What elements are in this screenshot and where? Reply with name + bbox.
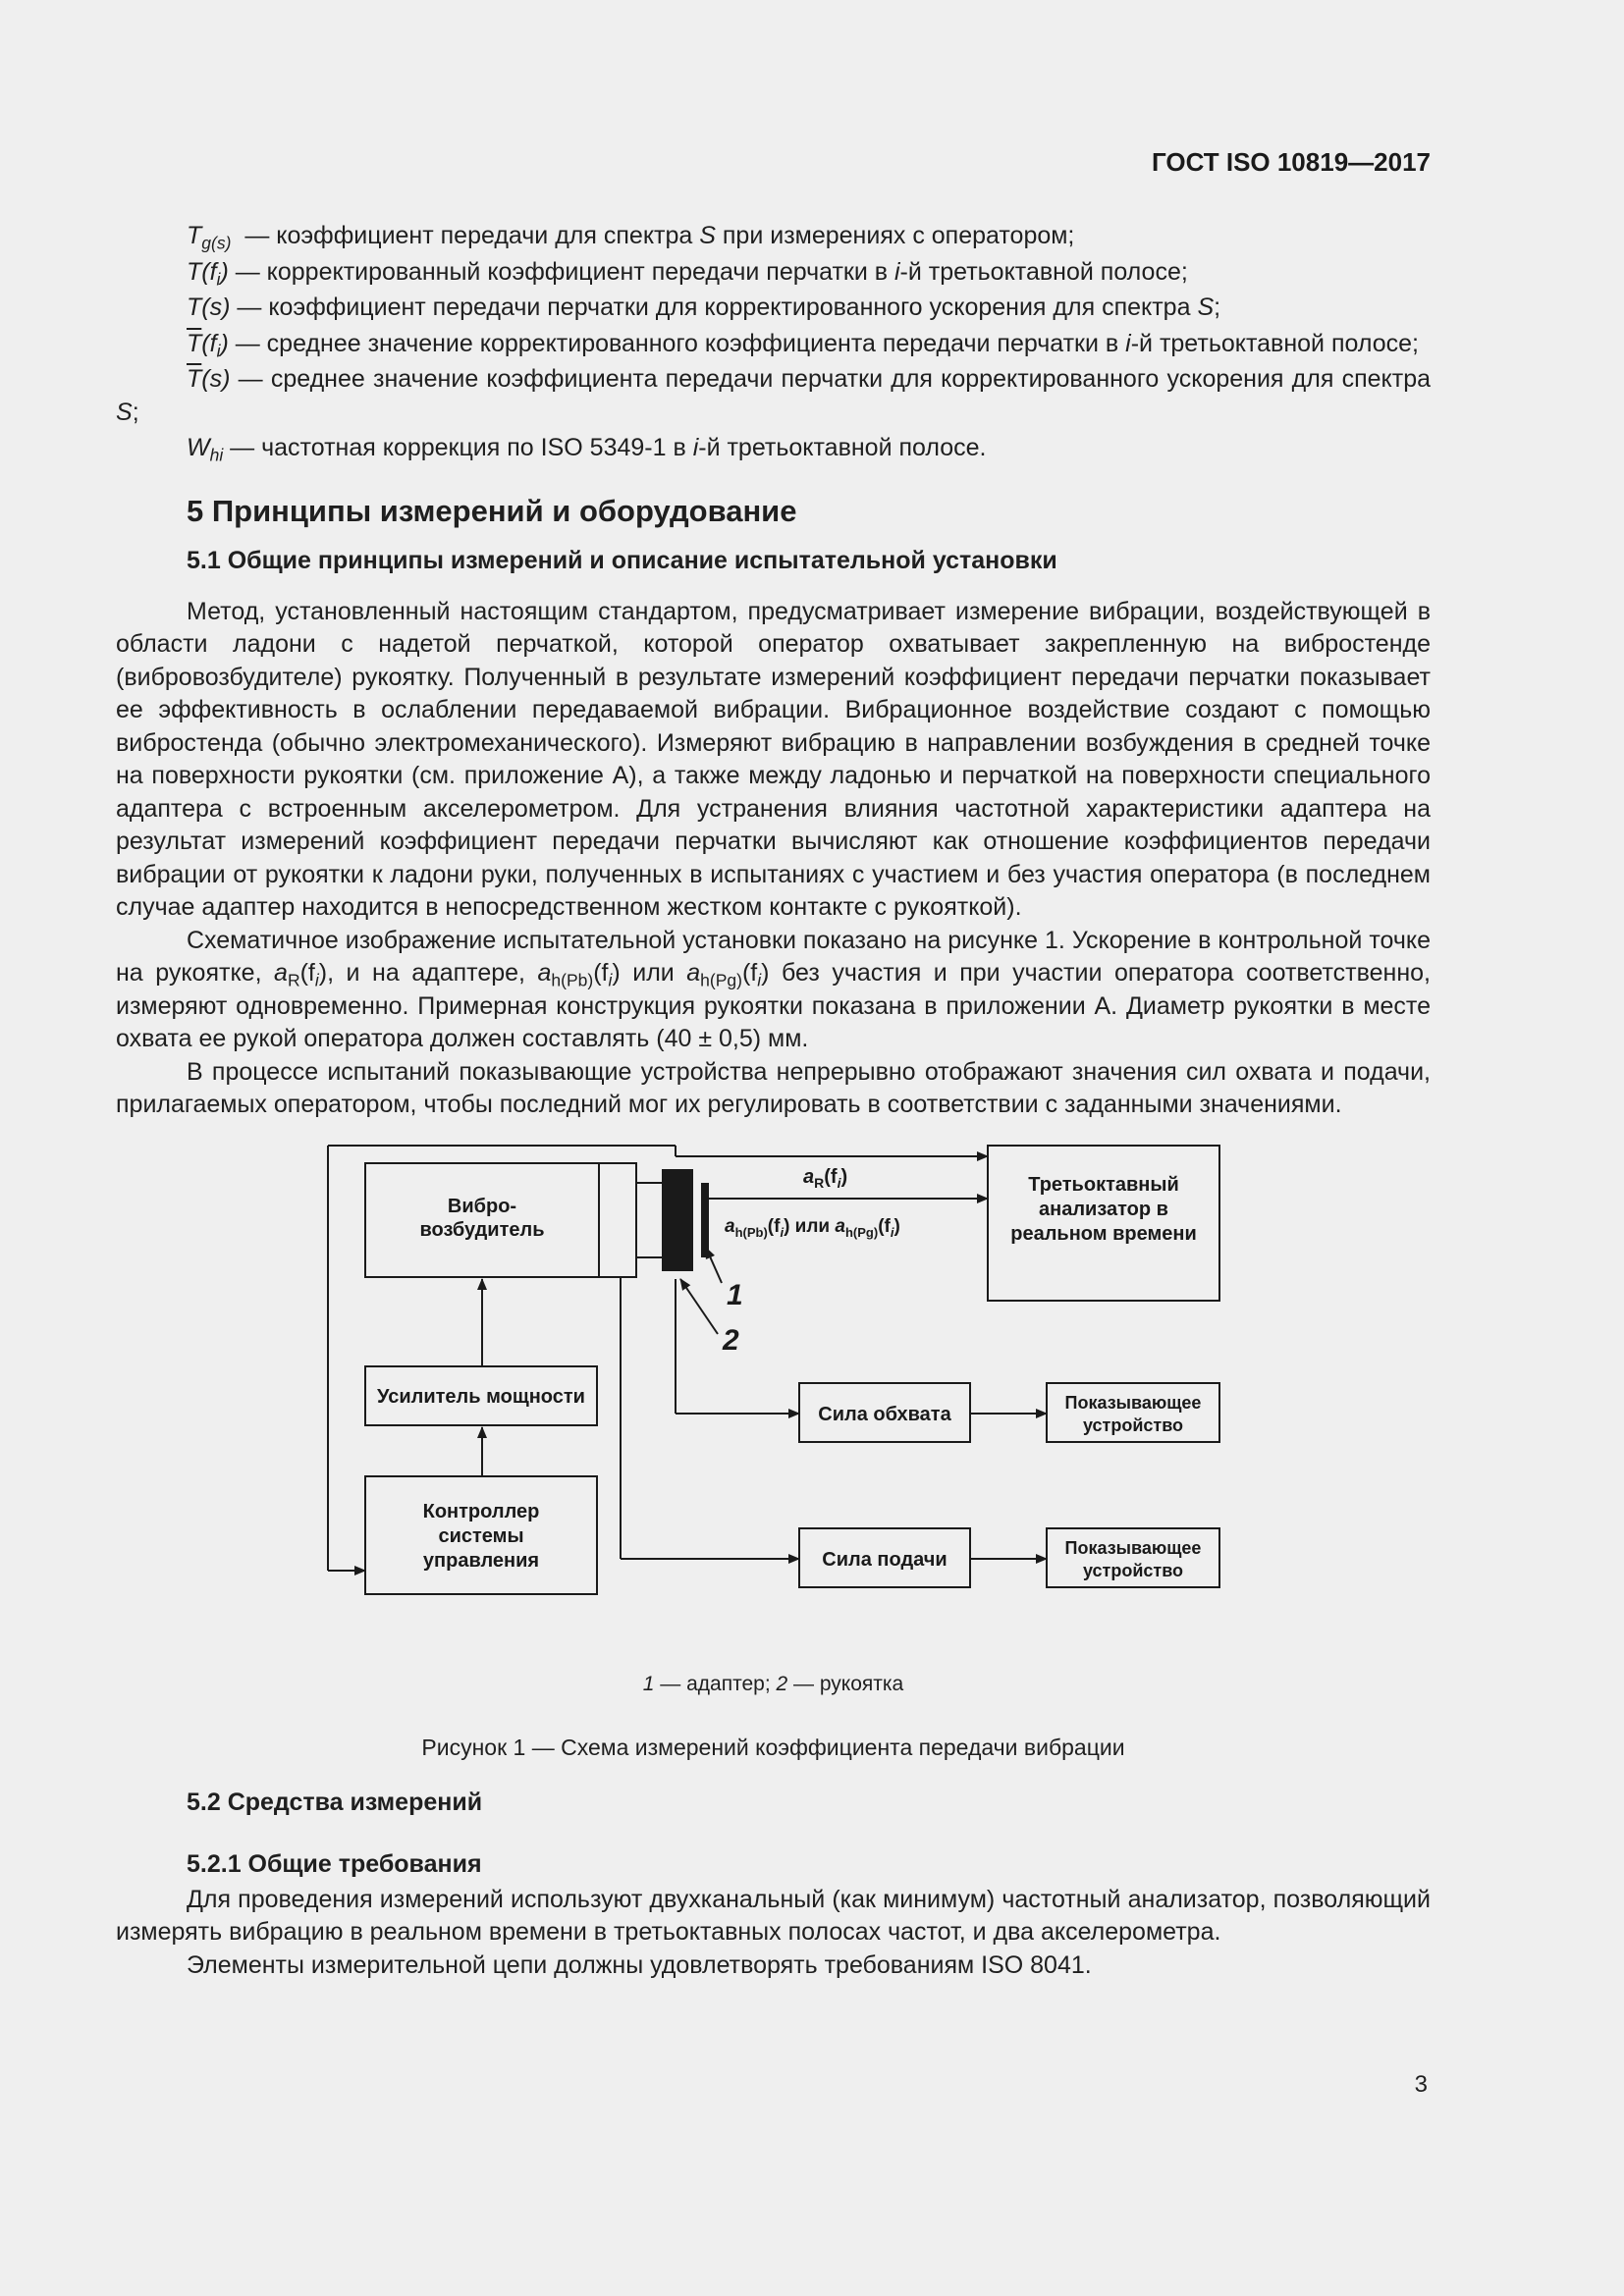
section-5-heading: 5 Принципы измерений и оборудование	[187, 493, 797, 528]
page-number: 3	[1414, 2071, 1428, 2098]
paragraph-iso8041: Элементы измерительной цепи должны удовлетворять требованиям ISO 8041.	[187, 1950, 1092, 1979]
section-5-2-heading: 5.2 Средства измерений	[187, 1788, 483, 1816]
definition-tbar-fi: $\overline{T}(f_i)$ — среднее значение корректированного коэффициента передачи перчатки в i-й третьоктавной полосе;	[187, 329, 1419, 360]
analyzer-label-2: анализатор в	[1039, 1198, 1168, 1220]
definition-tgs: $T_{g(s)}$ — коэффициент передачи для спектра S при измерениях с оператором;	[187, 222, 1075, 253]
display-1-label-1: Показывающее	[1064, 1392, 1202, 1413]
display-1-label-2: устройство	[1082, 1415, 1184, 1435]
grip-force-label: Сила обхвата	[818, 1403, 951, 1425]
paragraph-schematic: Схематичное изображение испытательной установки показано на рисунке 1. Ускорение в контрольной точке на рукоятке, $a_R(f_i)$, и на адаптере, $a_{h(Pb)}(f_i)$ или $a_{h(Pg)}(f_i)$ без участия и при участии оператора соответственно, измеряют одновременно. Примерная конструкция рукоятки показана в приложении А. Диаметр рукоятки в месте охвата ее рукой оператора должен составлять (40 ± 0,5) мм.	[116, 926, 1431, 1052]
vibro-label-2: возбудитель	[419, 1218, 545, 1241]
ctrl-label-1: Контроллер	[422, 1500, 540, 1522]
adapter-bar	[701, 1183, 709, 1257]
display-2-label-1: Показывающее	[1064, 1537, 1202, 1558]
analyzer-label-3: реальном времени	[1010, 1222, 1197, 1245]
signal-ar-label: $a_R(f_i)$	[803, 1165, 848, 1191]
page-content	[116, 220, 1431, 1982]
definition-tfi: $T(f_i)$ — корректированный коэффициент передачи перчатки в i-й третьоктавной полосе;	[187, 257, 1188, 289]
section-5-2-1-heading: 5.2.1 Общие требования	[187, 1850, 482, 1878]
figure-legend: 1 — адаптер; 2 — рукоятка	[642, 1672, 904, 1695]
callout-1: 1	[727, 1278, 743, 1311]
ctrl-label-3: управления	[422, 1549, 540, 1572]
paragraph-displays: В процессе испытаний показывающие устройства непрерывно отображают значения сил охвата и подачи, прилагаемых оператором, чтобы последний мог их регулировать в соответствии с заданными значениями.	[116, 1057, 1431, 1118]
figure-caption: Рисунок 1 — Схема измерений коэффициента передачи вибрации	[421, 1735, 1125, 1760]
amp-label: Усилитель мощности	[377, 1385, 585, 1408]
figure-1	[116, 1140, 1431, 1660]
definition-tbar-s: $\overline{T}(s)$ — среднее значение коэффициента передачи перчатки для корректированного ускорения для спектра S;	[116, 365, 1431, 426]
definition-whi: $W_{hi}$ — частотная коррекция по ISO 5349-1 в i-й третьоктавной полосе.	[187, 434, 987, 465]
display-2-label-2: устройство	[1082, 1560, 1184, 1580]
measurement-diagram	[116, 1140, 1431, 1660]
document-code: ГОСТ ISO 10819—2017	[1151, 147, 1431, 177]
feed-force-label: Сила подачи	[822, 1548, 947, 1571]
analyzer-label-1: Третьоктавный	[1028, 1173, 1179, 1196]
definition-ts: T(s) — коэффициент передачи перчатки для корректированного ускорения для спектра S;	[187, 294, 1221, 321]
ctrl-label-2: системы	[438, 1524, 524, 1547]
paragraph-analyzer: Для проведения измерений используют двухканальный (как минимум) частотный анализатор, позволяющий измерять вибрацию в реальном времени в третьоктавных полосах частот, и два акселерометра.	[116, 1885, 1431, 1946]
callout-2: 2	[723, 1323, 739, 1357]
vibro-label-1: Вибро-	[447, 1195, 517, 1217]
section-5-1-heading: 5.1 Общие принципы измерений и описание испытательной установки	[187, 547, 1057, 574]
paragraph-method: Метод, установленный настоящим стандартом, предусматривает измерение вибрации, воздействующей в области ладони с надетой перчаткой, которой оператор охватывает закрепленную на вибростенде (вибровозбудителе) рукоятку. Полученный в результате измерений коэффициент передачи перчатки показывает ее эффективность в ослаблении передаваемой вибрации. Вибрационное воздействие создают с помощью вибростенда (обычно электромеханического). Измеряют вибрацию в направлении возбуждения в средней точке на поверхности рукоятки (см. приложение А), а также между ладонью и перчаткой на поверхности специального адаптера с встроенным акселерометром. Для устранения влияния частотной характеристики адаптера на результат измерений коэффициент передачи перчатки вычисляют как отношение коэффициентов передачи вибрации от рукоятки к ладони руки, полученных в испытаниях с участием и без участия оператора (в последнем случае адаптер находится в непосредственном жестком контакте с рукояткой).	[116, 597, 1431, 921]
handle-bar	[662, 1169, 693, 1271]
signal-ah-label: $a_{h(Pb)}(f_i)$ или $a_{h(Pg)}(f_i)$	[725, 1215, 900, 1240]
